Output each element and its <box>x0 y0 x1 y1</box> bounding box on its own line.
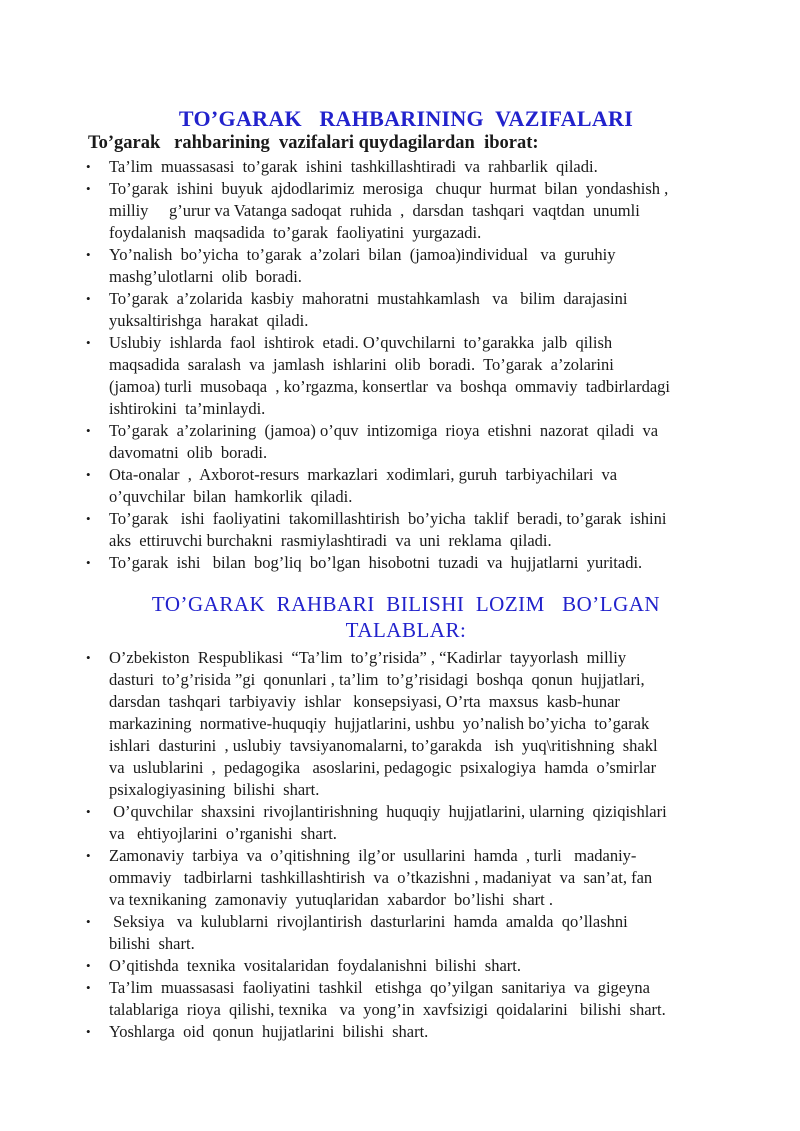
list-item-line: o’quvchilar bilan hamkorlik qiladi. <box>109 487 353 506</box>
bullet-icon: • <box>86 1024 91 1039</box>
list-item <box>0 911 800 955</box>
list-item-line: Seksiya va kulublarni rivojlantirish dasturlarini hamda amalda qo’llashni <box>109 912 628 931</box>
bullet-icon: • <box>86 914 91 929</box>
bullet-icon: • <box>86 555 91 570</box>
list-item-line: Uslubiy ishlarda faol ishtirok etadi. O’quvchilarni to’garakka jalb qilish <box>109 333 613 352</box>
bullet-icon: • <box>86 511 91 526</box>
list-item <box>0 552 800 574</box>
list-item <box>0 244 800 288</box>
list-item-line: mashg’ulotlarni olib boradi. <box>109 267 302 286</box>
list-item-line: yuksaltirishga harakat qiladi. <box>109 311 309 330</box>
list-item <box>0 464 800 508</box>
list-item-line: foydalanish maqsadida to’garak faoliyatini yurgazadi. <box>109 223 482 242</box>
list-item-line: Ta’lim muassasasi to’garak ishini tashkillashtiradi va rahbarlik qiladi. <box>109 157 598 176</box>
section2-title-line: TALABLAR: <box>345 618 467 642</box>
bullet-icon: • <box>86 181 91 196</box>
list-item-line: To’garak a’zolarida kasbiy mahoratni mustahkamlash va bilim darajasini <box>109 289 628 308</box>
list-item <box>0 420 800 464</box>
list-item-line: maqsadida saralash va jamlash ishlarini olib boradi. To’garak a’zolarini <box>109 355 614 374</box>
bullet-icon: • <box>86 650 91 665</box>
list-item-line: O’qitishda texnika vositalaridan foydalanishni bilishi shart. <box>109 956 521 975</box>
list-item <box>0 508 800 552</box>
bullet-icon: • <box>86 159 91 174</box>
list-item-line: psixalogiyasining bilishi shart. <box>109 780 320 799</box>
list-item-line: milliy g’urur va Vatanga sadoqat ruhida , darsdan tashqari vaqtdan unumli <box>109 201 640 220</box>
list-item-line: ishlari dasturini , uslubiy tavsiyanomalarni, to’garakda ish yuq\ritishning shakl <box>109 736 658 755</box>
section1-list <box>0 156 800 574</box>
list-item-line: Ta’lim muassasasi faoliyatini tashkil etishga qo’yilgan sanitariya va gigeyna <box>109 978 650 997</box>
list-item-line: davomatni olib boradi. <box>109 443 268 462</box>
bullet-icon: • <box>86 291 91 306</box>
list-item-line: To’garak ishi faoliyatini takomillashtirish bo’yicha taklif beradi, to’garak ishini <box>109 509 667 528</box>
list-item-line: ishtirokini ta’minlaydi. <box>109 399 266 418</box>
list-item-line: Zamonaviy tarbiya va o’qitishning ilg’or usullarini hamda , turli madaniy- <box>109 846 637 865</box>
list-item-line: Ota-onalar , Axborot-resurs markazlari xodimlari, guruh tarbiyachilari va <box>109 465 618 484</box>
list-item <box>0 801 800 845</box>
list-item-line: va ehtiyojlarini o’rganishi shart. <box>109 824 337 843</box>
list-item-line: aks ettiruvchi burchakni rasmiylashtiradi va uni reklama qiladi. <box>109 531 552 550</box>
list-item-line: va texnikaning zamonaviy yutuqlaridan xabardor bo’lishi shart . <box>109 890 554 909</box>
list-item <box>0 156 800 178</box>
list-item-line: markazining normative-huquqiy hujjatlarini, ushbu yo’nalish bo’yicha to’garak <box>109 714 650 733</box>
list-item-line: O’quvchilar shaxsini rivojlantirishning huquqiy hujjatlarini, ularning qiziqishlari <box>109 802 667 821</box>
list-item <box>0 647 800 801</box>
list-item <box>0 178 800 244</box>
list-item <box>0 845 800 911</box>
list-item-line: To’garak ishini buyuk ajdodlarimiz merosiga chuqur hurmat bilan yondashish , <box>109 179 669 198</box>
section2-title-line: TO’GARAK RAHBARI BILISHI LOZIM BO’LGAN <box>151 592 661 616</box>
list-item-line: O’zbekiston Respublikasi “Ta’lim to’g’risida” , “Kadirlar tayyorlash milliy <box>109 648 627 667</box>
list-item-line: Yoshlarga oid qonun hujjatlarini bilishi shart. <box>109 1022 429 1041</box>
list-item <box>0 955 800 977</box>
section2-title <box>0 591 800 643</box>
list-item <box>0 332 800 420</box>
list-item-line: talablariga rioya qilishi, texnika va yong’in xavfsizigi qoidalarini bilishi shart. <box>109 1000 666 1019</box>
bullet-icon: • <box>86 335 91 350</box>
bullet-icon: • <box>86 804 91 819</box>
list-item-line: To’garak a’zolarining (jamoa) o’quv intizomiga rioya etishni nazorat qiladi va <box>109 421 659 440</box>
bullet-icon: • <box>86 467 91 482</box>
bullet-icon: • <box>86 848 91 863</box>
bullet-icon: • <box>86 423 91 438</box>
section1-intro: To’garak rahbarining vazifalari quydagilardan iborat: <box>88 133 539 153</box>
list-item-line: Yo’nalish bo’yicha to’garak a’zolari bilan (jamoa)individual va guruhiy <box>109 245 616 264</box>
list-item-line: bilishi shart. <box>109 934 195 953</box>
list-item <box>0 977 800 1021</box>
section1-title: TO’GARAK RAHBARINING VAZIFALARI <box>178 106 634 131</box>
list-item-line: dasturi to’g’risida ”gi qonunlari , ta’lim to’g’risidagi boshqa qonun hujjatlari, <box>109 670 645 689</box>
list-item <box>0 1021 800 1043</box>
bullet-icon: • <box>86 958 91 973</box>
list-item-line: darsdan tashqari tarbiyaviy ishlar konsepsiyasi, O’rta maxsus kasb-hunar <box>109 692 620 711</box>
list-item-line: To’garak ishi bilan bog’liq bo’lgan hisobotni tuzadi va hujjatlarni yuritadi. <box>109 553 643 572</box>
section2-list <box>0 647 800 1043</box>
list-item <box>0 288 800 332</box>
bullet-icon: • <box>86 247 91 262</box>
list-item-line: va uslublarini , pedagogika asoslarini, pedagogic psixalogiya hamda o’smirlar <box>109 758 657 777</box>
list-item-line: ommaviy tadbirlarni tashkillashtirish va o’tkazishni , madaniyat va san’at, fan <box>109 868 653 887</box>
bullet-icon: • <box>86 980 91 995</box>
list-item-line: (jamoa) turli musobaqa , ko’rgazma, konsertlar va boshqa ommaviy tadbirlardagi <box>109 377 670 396</box>
